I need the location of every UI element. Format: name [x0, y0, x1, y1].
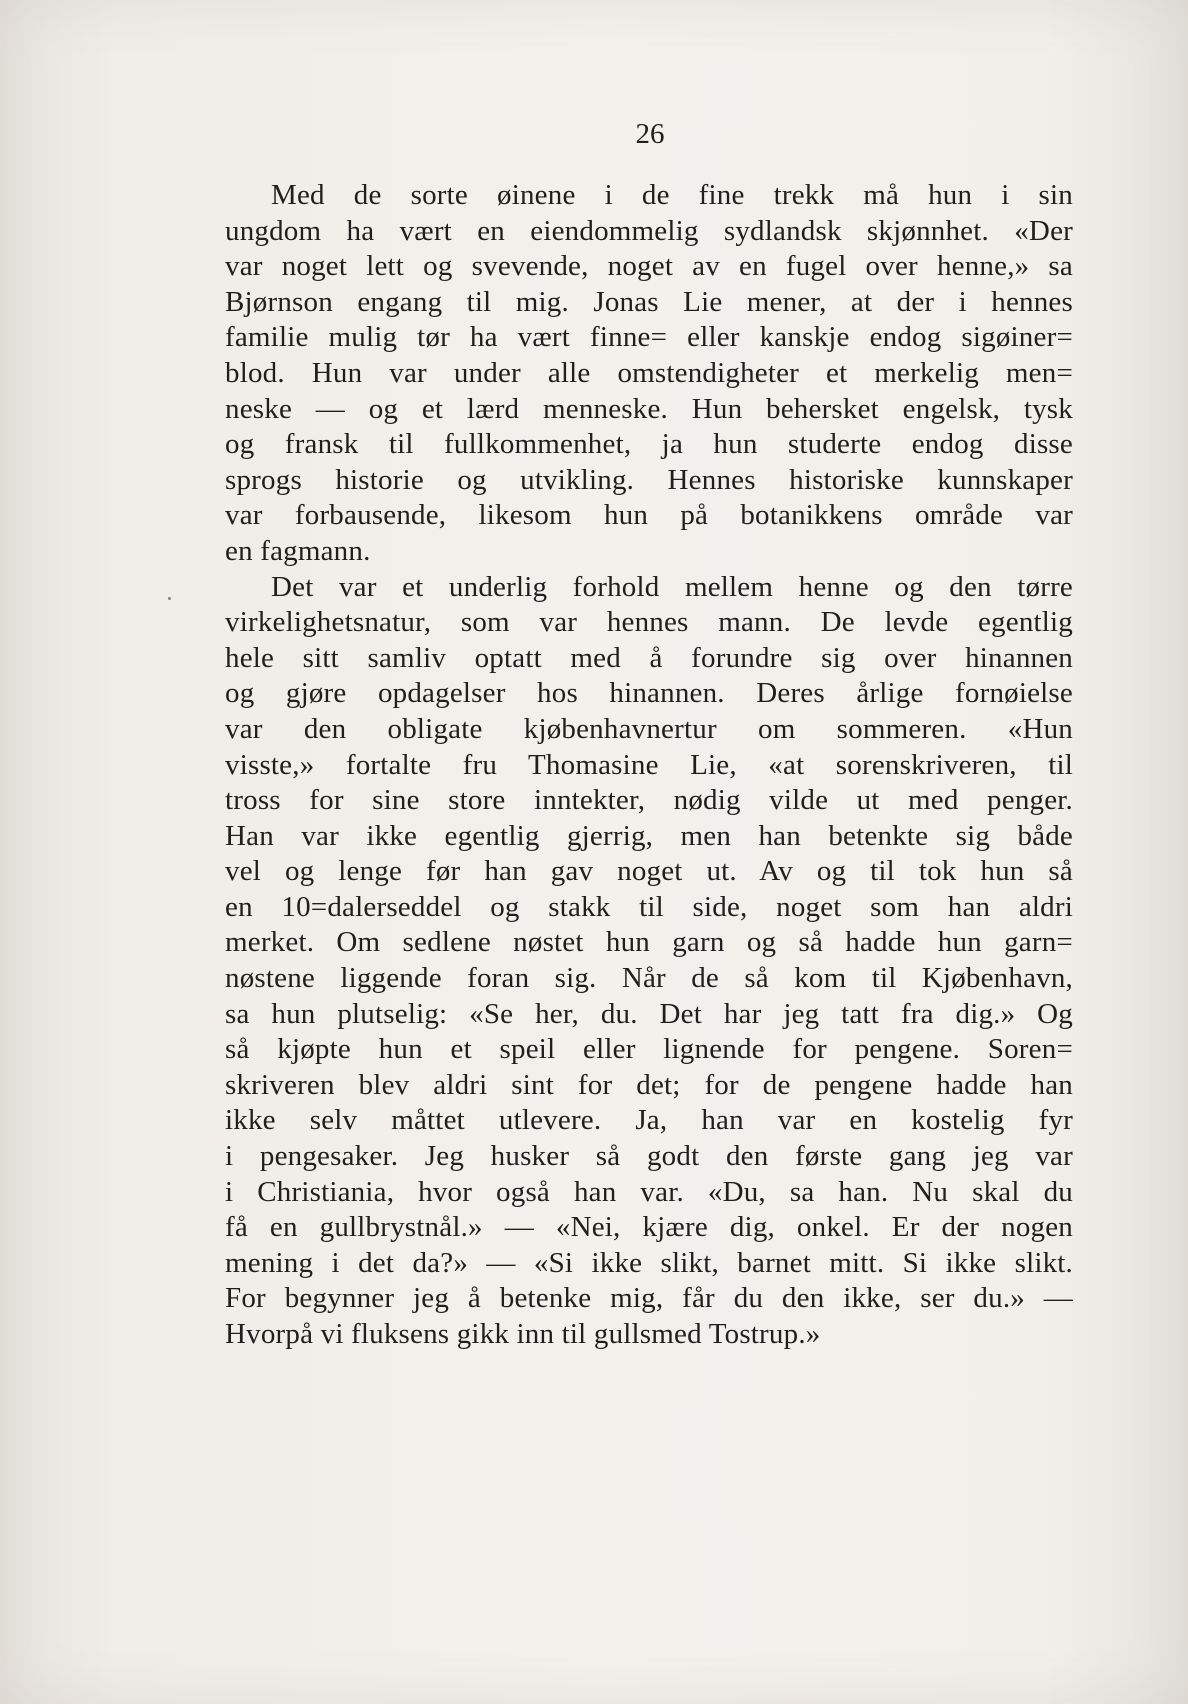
text-line: tross for sine store inntekter, nødig vilde ut med penger. — [225, 784, 1073, 817]
paragraph-2 — [225, 570, 1073, 1353]
text-line: hele sitt samliv optatt med å forundre sig over hinannen — [225, 641, 1073, 674]
text-line: og gjøre opdagelser hos hinannen. Deres årlige fornøielse — [225, 677, 1073, 710]
text-line: Han var ikke egentlig gjerrig, men han betenkte sig både — [225, 819, 1073, 852]
text-line: skriveren blev aldri sint for det; for de pengene hadde han — [225, 1068, 1073, 1101]
page-number: 26 — [635, 118, 665, 150]
text-line: Med de sorte øinene i de fine trekk må hun i sin — [271, 179, 1073, 211]
text-line: merket. Om sedlene nøstet hun garn og så hadde hun garn= — [225, 926, 1073, 959]
text-line: i pengesaker. Jeg husker så godt den første gang jeg var — [225, 1140, 1073, 1173]
text-line: blod. Hun var under alle omstendigheter et merkelig men= — [225, 356, 1073, 389]
text-line: var noget lett og svevende, noget av en fugel over henne,» sa — [225, 250, 1073, 283]
body-text — [225, 178, 1073, 1353]
text-line: Det var et underlig forhold mellem henne og den tørre — [271, 570, 1073, 603]
text-line: sa hun plutselig: «Se her, du. Det har jeg tatt fra dig.» Og — [225, 997, 1073, 1030]
text-line: og fransk til fullkommenhet, ja hun studerte endog disse — [225, 428, 1073, 461]
text-line: nøstene liggende foran sig. Når de så kom til Kjøbenhavn, — [225, 962, 1073, 995]
text-line: ungdom ha vært en eiendommelig sydlandsk skjønnhet. «Der — [225, 214, 1073, 247]
text-line: Hvorpå vi fluksens gikk inn til gullsmed Tostrup.» — [225, 1318, 821, 1350]
page-number-area — [0, 118, 1188, 158]
text-line: Bjørnson engang til mig. Jonas Lie mener, at der i hennes — [225, 285, 1073, 318]
text-line: i Christiania, hvor også han var. «Du, sa han. Nu skal du — [225, 1175, 1073, 1208]
text-line: så kjøpte hun et speil eller lignende for pengene. Soren= — [225, 1033, 1073, 1066]
text-line: neske — og et lærd menneske. Hun behersket engelsk, tysk — [225, 392, 1073, 425]
text-line: var forbausende, likesom hun på botanikkens område var — [225, 499, 1073, 532]
text-line: var den obligate kjøbenhavnertur om sommeren. «Hun — [225, 712, 1073, 745]
text-line: en 10=dalerseddel og stakk til side, noget som han aldri — [225, 890, 1073, 923]
text-line: familie mulig tør ha vært finne= eller kanskje endog sigøiner= — [225, 321, 1073, 354]
text-line: virkelighetsnatur, som var hennes mann. De levde egentlig — [225, 606, 1073, 639]
text-line: sprogs historie og utvikling. Hennes historiske kunnskaper — [225, 463, 1073, 496]
paper-speck — [168, 597, 171, 600]
text-line: For begynner jeg å betenke mig, får du den ikke, ser du.» — — [225, 1282, 1073, 1315]
text-line: ikke selv måttet utlevere. Ja, han var en kostelig fyr — [225, 1104, 1073, 1137]
text-line: få en gullbrystnål.» — «Nei, kjære dig, onkel. Er der nogen — [225, 1211, 1073, 1244]
paragraph-1 — [225, 178, 1073, 570]
text-line: visste,» fortalte fru Thomasine Lie, «at sorenskriveren, til — [225, 748, 1073, 781]
text-line: vel og lenge før han gav noget ut. Av og til tok hun så — [225, 855, 1073, 888]
text-line: en fagmann. — [225, 534, 371, 567]
text-line: mening i det da?» — «Si ikke slikt, barnet mitt. Si ikke slikt. — [225, 1246, 1073, 1279]
